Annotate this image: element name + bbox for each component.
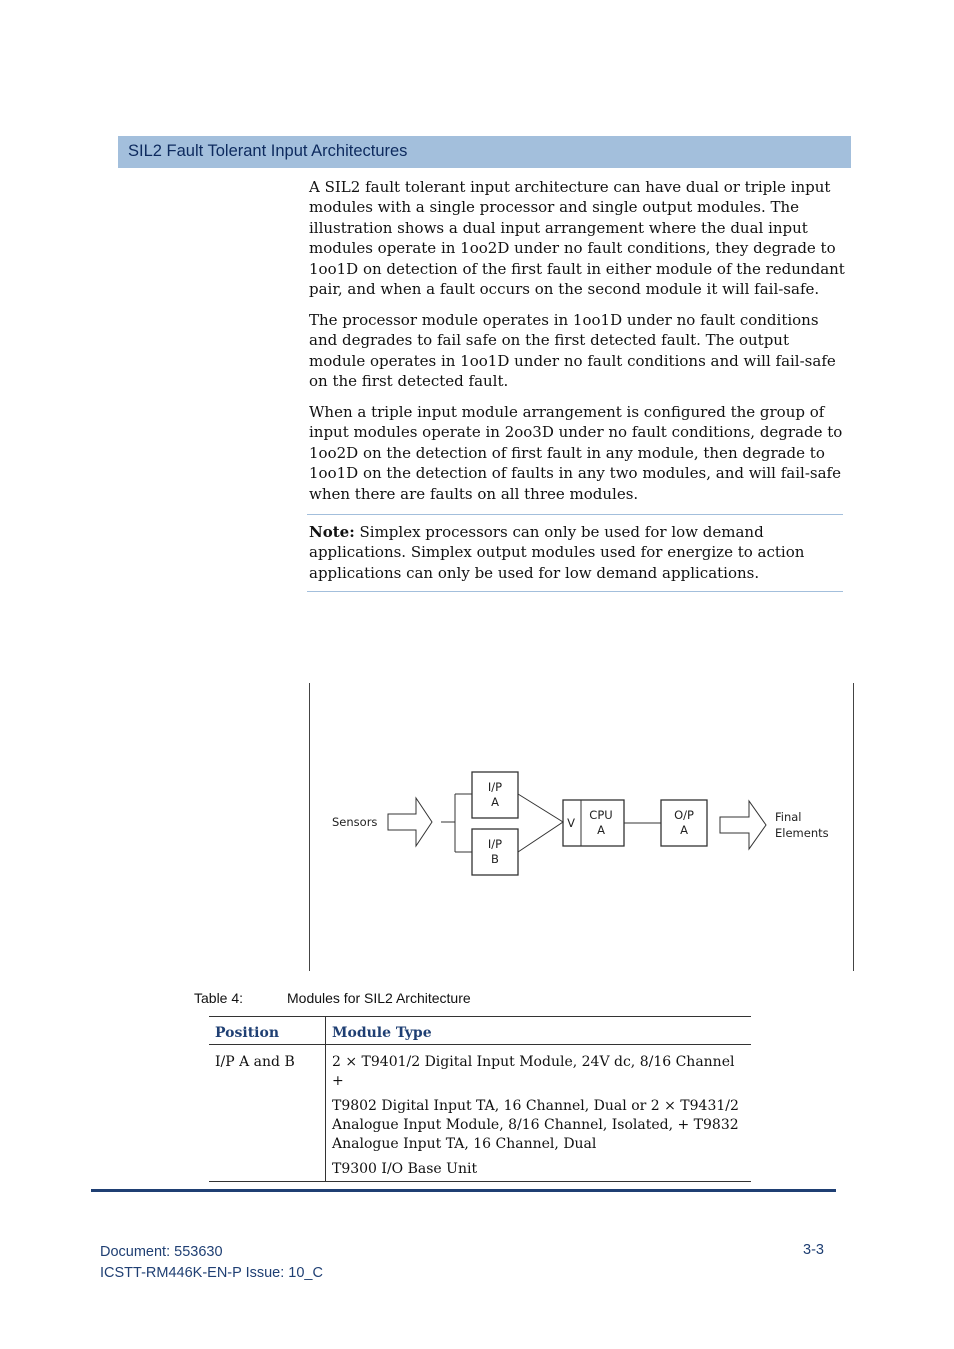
voter-connector — [518, 794, 563, 852]
cpu-line2: A — [597, 823, 605, 837]
op-line1: O/P — [674, 808, 694, 822]
note-label: Note: — [309, 523, 355, 541]
note-bottom-rule — [307, 591, 843, 592]
footer-rule — [91, 1189, 836, 1192]
paragraph-2: The processor module operates in 1oo1D under no fault conditions and degrades to fail safe on the first detected fault. The output module operates in 1oo1D under no fault conditions and will fail-safe on the first detected fault. — [309, 311, 836, 391]
table-caption-number: Table 4: — [194, 990, 244, 1006]
section-header-bar — [118, 136, 851, 168]
ip-b-line2: B — [491, 852, 499, 866]
sensors-label: Sensors — [332, 815, 378, 829]
footer-document: Document: 553630 — [100, 1244, 223, 1260]
table-header-row — [209, 1017, 751, 1045]
cpu-module — [563, 800, 624, 846]
footer-document-info — [100, 1242, 323, 1284]
final-elements-arrow-icon — [720, 801, 766, 849]
sil2-architecture-diagram — [310, 683, 853, 971]
final-label-line2: Elements — [775, 826, 829, 840]
modules-table — [209, 1016, 751, 1182]
footer-issue: ICSTT-RM446K-EN-P Issue: 10_C — [100, 1265, 323, 1281]
paragraph-3: When a triple input module arrangement is configured the group of input modules operate in 2oo3D under no fault conditions, degrade to 1oo2D on the detection of first fault in any module, then degrade to 1oo1D on the detection of faults in any two modules, and will fail-safe when there are faults on all three modules. — [309, 403, 843, 503]
op-line2: A — [680, 823, 688, 837]
final-label-line1: Final — [775, 810, 802, 824]
note-text: Simplex processors can only be used for low demand applications. Simplex output modules used for energize to action applications can only be used for low demand applications. — [309, 523, 805, 582]
ip-a-module — [472, 772, 518, 818]
table-caption-title: Modules for SIL2 Architecture — [287, 990, 471, 1006]
ip-a-line2: A — [491, 795, 499, 809]
cell-module-type — [326, 1045, 752, 1182]
ip-a-line1: I/P — [487, 780, 503, 794]
figure-right-border — [853, 683, 854, 971]
cell-position — [209, 1045, 326, 1182]
position-value: I/P A and B — [215, 1054, 295, 1070]
note-top-rule — [307, 514, 843, 515]
input-split-connector — [441, 794, 472, 852]
table-row — [209, 1045, 751, 1182]
paragraph-1: A SIL2 fault tolerant input architecture can have dual or triple input modules with a single processor and single output modules. The illustration shows a dual input arrangement where the dual input modules operate in 1oo2D under no fault conditions, they degrade to 1oo1D on detection of the first fault in either module of the redundant pair, and when a fault occurs on the second module it will fail-safe. — [309, 178, 845, 299]
op-module — [661, 800, 707, 846]
table-caption — [194, 990, 471, 1006]
cpu-line1: CPU — [589, 808, 613, 822]
note-block — [309, 522, 845, 583]
module-line-2: T9802 Digital Input TA, 16 Channel, Dual or 2 × T9431/2 Analogue Input Module, 8/16 Channel, Isolated, + T9832 Analogue Input TA, 16 Channel, Dual — [332, 1098, 739, 1152]
section-title: SIL2 Fault Tolerant Input Architectures — [128, 142, 408, 160]
footer-page-number: 3-3 — [803, 1242, 824, 1258]
ip-b-line1: I/P — [487, 837, 503, 851]
module-line-1: 2 × T9401/2 Digital Input Module, 24V dc, 8/16 Channel + — [332, 1054, 735, 1089]
voter-label: V — [567, 816, 575, 830]
header-module-type: Module Type — [326, 1017, 752, 1045]
header-position: Position — [209, 1017, 326, 1045]
module-line-3: T9300 I/O Base Unit — [332, 1161, 478, 1177]
ip-b-module — [472, 829, 518, 875]
sensors-arrow-icon — [388, 798, 432, 846]
